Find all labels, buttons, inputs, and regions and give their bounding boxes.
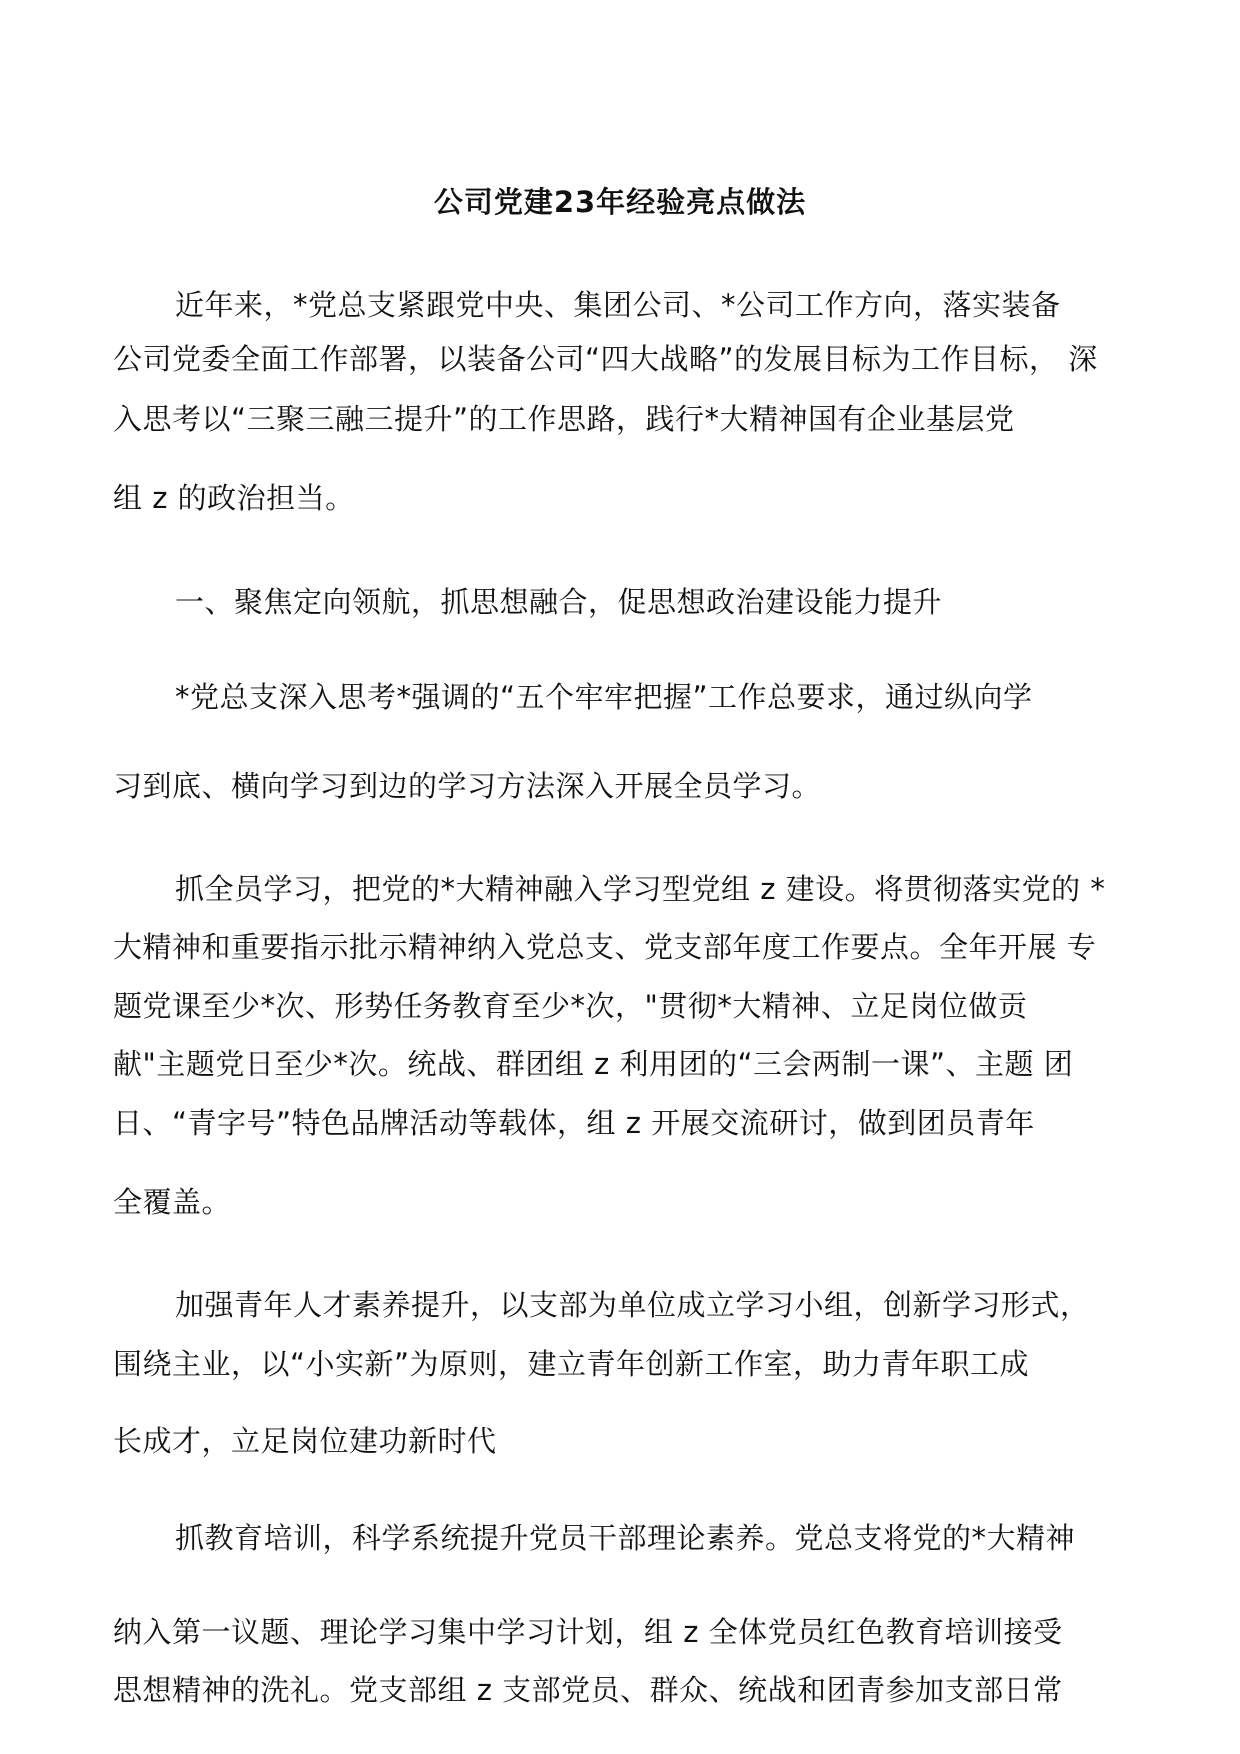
- paragraph-line: 纳入第一议题、理论学习集中学习计划，组 z 全体党员红色教育培训接受: [113, 1615, 1063, 1649]
- paragraph-line: 习到底、横向学习到边的学习方法深入开展全员学习。: [113, 769, 822, 803]
- paragraph-line: 题党课至少*次、形势任务教育至少*次，"贯彻*大精神、立足岗位做贡: [113, 989, 1028, 1023]
- paragraph-line: *党总支深入思考*强调的“五个牢牢把握”工作总要求，通过纵向学: [175, 680, 1033, 714]
- paragraph-line: 入思考以“三聚三融三提升”的工作思路，践行*大精神国有企业基层党: [113, 402, 1015, 436]
- paragraph-line: 抓教育培训，科学系统提升党员干部理论素养。党总支将党的*大精神: [175, 1521, 1076, 1555]
- paragraph-line: 大精神和重要指示批示精神纳入党总支、党支部年度工作要点。全年开展 专: [113, 930, 1097, 964]
- section-heading: 一、聚焦定向领航，抓思想融合，促思想政治建设能力提升: [175, 585, 943, 619]
- paragraph-line: 公司党委全面工作部署，以装备公司“四大战略”的发展目标为工作目标， 深: [113, 342, 1098, 376]
- paragraph-line: 近年来，*党总支紧跟党中央、集团公司、*公司工作方向，落实装备: [175, 288, 1061, 322]
- paragraph-line: 长成才，立足岗位建功新时代: [113, 1424, 497, 1458]
- paragraph-line: 抓全员学习，把党的*大精神融入学习型党组 z 建设。将贯彻落实党的 *: [175, 872, 1106, 906]
- paragraph-line: 加强青年人才素养提升，以支部为单位成立学习小组，创新学习形式，: [175, 1288, 1090, 1322]
- paragraph-line: 组 z 的政治担当。: [113, 481, 355, 515]
- paragraph-line: 思想精神的洗礼。党支部组 z 支部党员、群众、统战和团青参加支部日常: [113, 1673, 1063, 1707]
- paragraph-line: 日、“青字号”特色品牌活动等载体，组 z 开展交流研讨，做到团员青年: [113, 1106, 1035, 1140]
- paragraph-line: 全覆盖。: [113, 1185, 232, 1219]
- document-title: 公司党建23年经验亮点做法: [433, 185, 807, 219]
- paragraph-line: 献"主题党日至少*次。统战、群团组 z 利用团的“三会两制一课”、主题 团: [113, 1047, 1074, 1081]
- paragraph-line: 围绕主业，以“小实新”为原则，建立青年创新工作室，助力青年职工成: [113, 1347, 1030, 1381]
